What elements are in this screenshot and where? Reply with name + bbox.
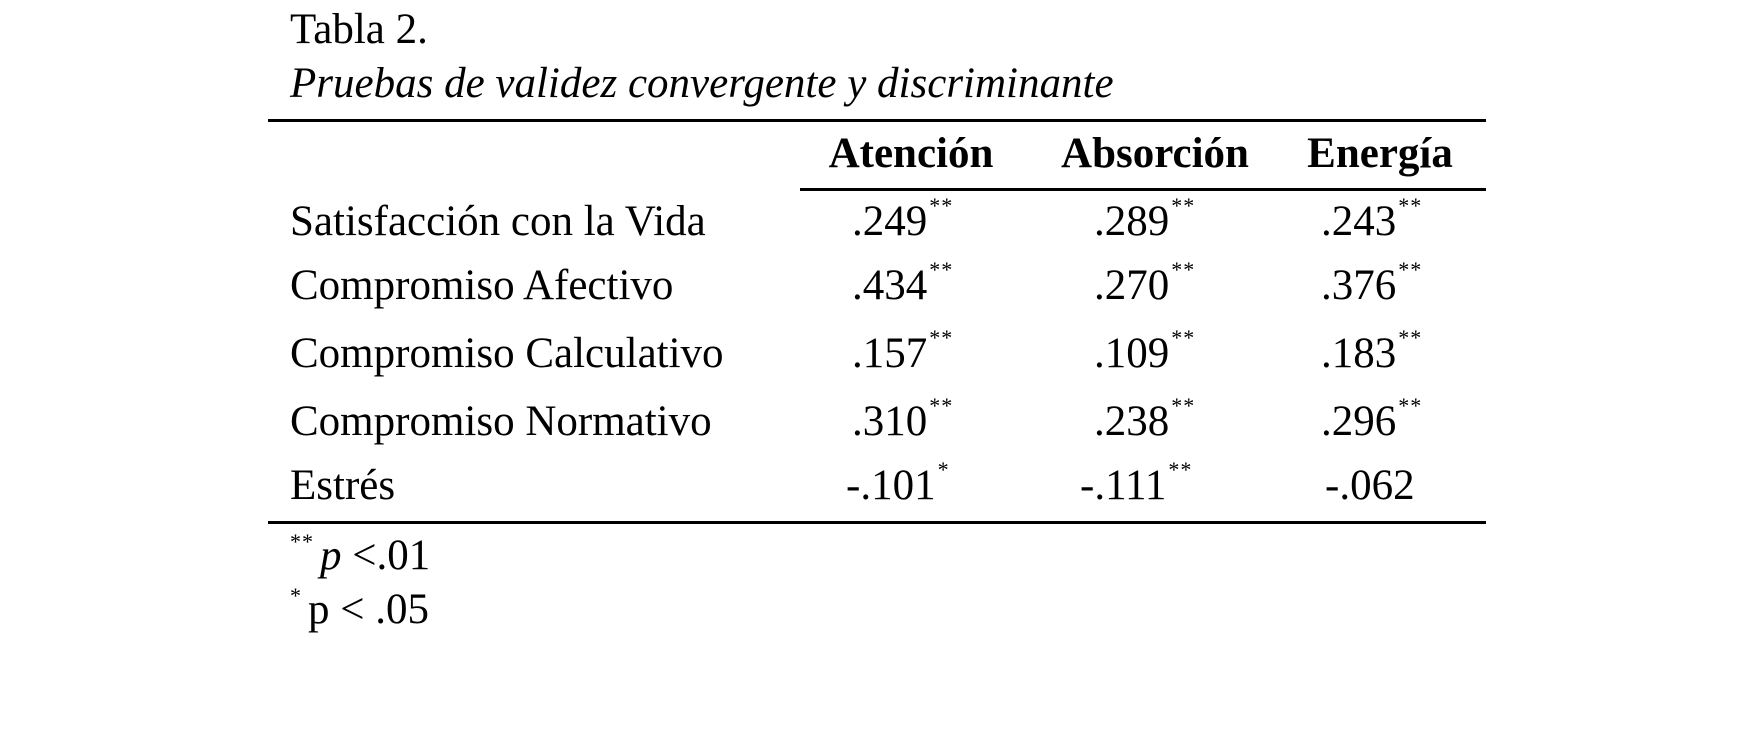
significance-mark: *: [937, 457, 950, 482]
cell-value: .289: [1094, 198, 1170, 245]
significance-mark: **: [929, 257, 954, 282]
table-cell: [1321, 326, 1422, 388]
note-symbol: *: [290, 583, 302, 608]
cell-value: .376: [1321, 262, 1397, 309]
top-rule: [268, 119, 1486, 122]
column-header-atencion: Atención: [828, 130, 994, 177]
row-label-compromiso-normativo: Compromiso Normativo: [290, 398, 712, 445]
cell-value: .157: [852, 330, 928, 377]
significance-mark: **: [929, 393, 954, 418]
significance-mark: **: [1171, 325, 1196, 350]
table-cell: [852, 326, 953, 388]
row-label-satisfaccion: Satisfacción con la Vida: [290, 198, 706, 245]
note-text: <.01: [341, 532, 431, 579]
cell-value: -.111: [1080, 462, 1167, 509]
cell-value: .296: [1321, 398, 1397, 445]
note-p-italic: p: [320, 532, 342, 579]
significance-mark: **: [1398, 193, 1423, 218]
table-cell: [852, 194, 953, 256]
cell-value: .270: [1094, 262, 1170, 309]
row-label-estres: Estrés: [290, 462, 396, 509]
significance-mark: **: [1171, 193, 1196, 218]
note-symbol: **: [290, 529, 314, 554]
cell-value: -.101: [846, 462, 936, 509]
table-cell: [846, 458, 950, 520]
note-text: p < .05: [308, 586, 430, 633]
significance-mark: **: [1171, 257, 1196, 282]
table-cell: [1094, 194, 1195, 256]
significance-mark: **: [929, 325, 954, 350]
header-rule: [800, 188, 1486, 191]
column-header-energia: Energía: [1307, 130, 1453, 177]
row-label-compromiso-afectivo: Compromiso Afectivo: [290, 262, 674, 309]
cell-value: .249: [852, 198, 928, 245]
note-p01: [290, 530, 430, 588]
table-cell: [1325, 458, 1417, 520]
cell-value: .183: [1321, 330, 1397, 377]
cell-value: .109: [1094, 330, 1170, 377]
table-cell: [1094, 326, 1195, 388]
bottom-rule: [268, 521, 1486, 524]
cell-value: .243: [1321, 198, 1397, 245]
significance-mark: **: [1398, 257, 1423, 282]
table-cell: [1094, 258, 1195, 320]
significance-mark: **: [1168, 457, 1193, 482]
table-cell: [1321, 194, 1422, 256]
significance-mark: **: [1171, 393, 1196, 418]
row-label-compromiso-calculativo: Compromiso Calculativo: [290, 330, 724, 377]
note-p05: [290, 584, 429, 642]
cell-value: .434: [852, 262, 928, 309]
table-cell: [1321, 258, 1422, 320]
cell-value: .310: [852, 398, 928, 445]
significance-mark: **: [929, 193, 954, 218]
table-cell: [1080, 458, 1192, 520]
cell-value: .238: [1094, 398, 1170, 445]
table-title: Pruebas de validez convergente y discriminante: [290, 60, 1114, 107]
table-cell: [1321, 394, 1422, 456]
significance-mark: **: [1398, 393, 1423, 418]
column-header-absorcion: Absorción: [1061, 130, 1249, 177]
table-label: Tabla 2.: [290, 6, 428, 53]
cell-value: -.062: [1325, 462, 1415, 509]
significance-mark: **: [1398, 325, 1423, 350]
table-cell: [852, 394, 953, 456]
table-cell: [1094, 394, 1195, 456]
table-cell: [852, 258, 953, 320]
